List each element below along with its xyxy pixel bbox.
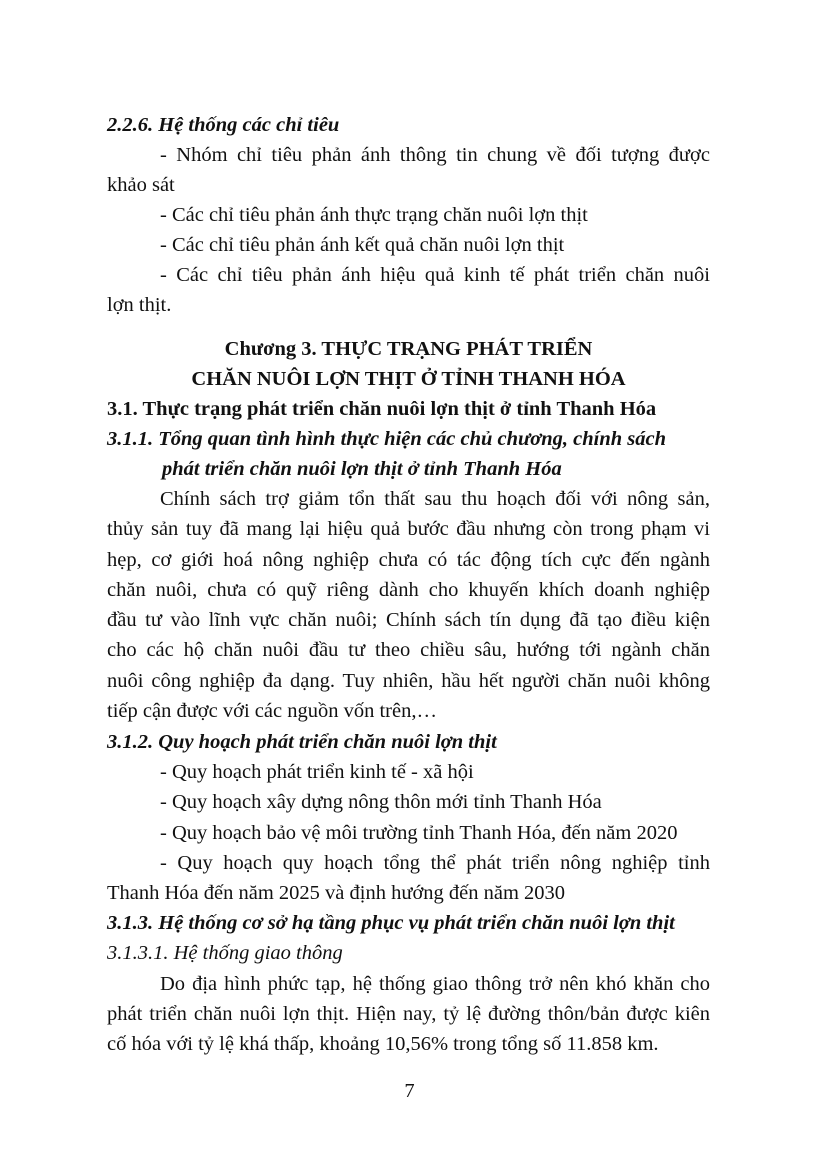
paragraph-line: phát triển chăn nuôi lợn thịt. Hiện nay, tỷ lệ đường thôn/bản được kiên [107,1003,710,1025]
text-line: - Các chỉ tiêu phản ánh hiệu quả kinh tế phát triển chăn nuôi [160,264,710,286]
paragraph-line: Chính sách trợ giảm tổn thất sau thu hoạch đối với nông sản, [160,488,710,510]
paragraph-line: hẹp, cơ giới hoá nông nghiệp chưa có tác động tích cực đến ngành [107,549,710,571]
section-heading-3-1-1: 3.1.1. Tổng quan tình hình thực hiện các chủ chương, chính sách [107,428,667,450]
paragraph-line: Do địa hình phức tạp, hệ thống giao thông trở nên khó khăn cho [160,973,710,995]
text-line: - Quy hoạch bảo vệ môi trường tỉnh Thanh Hóa, đến năm 2020 [160,822,678,844]
section-heading-2-2-6: 2.2.6. Hệ thống các chỉ tiêu [107,114,340,136]
paragraph-line: chăn nuôi, chưa có quỹ riêng dành cho khuyến khích doanh nghiệp [107,579,710,601]
text-line: - Các chỉ tiêu phản ánh thực trạng chăn nuôi lợn thịt [160,204,588,226]
section-heading-3-1-2: 3.1.2. Quy hoạch phát triển chăn nuôi lợn thịt [107,731,497,753]
paragraph-line: cố hóa với tỷ lệ khá thấp, khoảng 10,56% trong tổng số 11.858 km. [107,1033,659,1055]
paragraph-line: nuôi công nghiệp đa dạng. Tuy nhiên, hầu hết người chăn nuôi không [107,670,710,692]
text-line: - Quy hoạch quy hoạch tổng thể phát triển nông nghiệp tỉnh [160,852,710,874]
subsection-heading-3-1-3-1: 3.1.3.1. Hệ thống giao thông [107,942,343,964]
text-line: Thanh Hóa đến năm 2025 và định hướng đến năm 2030 [107,882,566,904]
section-heading-3-1-3: 3.1.3. Hệ thống cơ sở hạ tầng phục vụ phát triển chăn nuôi lợn thịt [107,912,675,934]
paragraph-line: đầu tư vào lĩnh vực chăn nuôi; Chính sách tín dụng đã tạo điều kiện [107,609,710,631]
chapter-title-line2: CHĂN NUÔI LỢN THỊT Ở TỈNH THANH HÓA [191,368,626,390]
text-line: - Quy hoạch xây dựng nông thôn mới tỉnh Thanh Hóa [160,791,602,813]
text-line: - Nhóm chỉ tiêu phản ánh thông tin chung về đối tượng được [160,144,710,166]
paragraph-line: cho các hộ chăn nuôi đầu tư theo chiều sâu, hướng tới ngành chăn [107,639,710,661]
chapter-title-line1: Chương 3. THỰC TRẠNG PHÁT TRIỂN [224,338,593,360]
paragraph-line: tiếp cận được với các nguồn vốn trên,… [107,700,437,722]
text-line: lợn thịt. [107,294,172,316]
paragraph-line: thủy sản tuy đã mang lại hiệu quả bước đầu nhưng còn trong phạm vi [107,518,710,540]
page-number: 7 [404,1080,415,1102]
text-line: - Quy hoạch phát triển kinh tế - xã hội [160,761,474,783]
text-line: khảo sát [107,174,175,196]
section-heading-3-1-1-cont: phát triển chăn nuôi lợn thịt ở tỉnh Thanh Hóa [162,458,562,480]
section-heading-3-1: 3.1. Thực trạng phát triển chăn nuôi lợn thịt ở tỉnh Thanh Hóa [107,398,657,420]
text-line: - Các chỉ tiêu phản ánh kết quả chăn nuôi lợn thịt [160,234,565,256]
